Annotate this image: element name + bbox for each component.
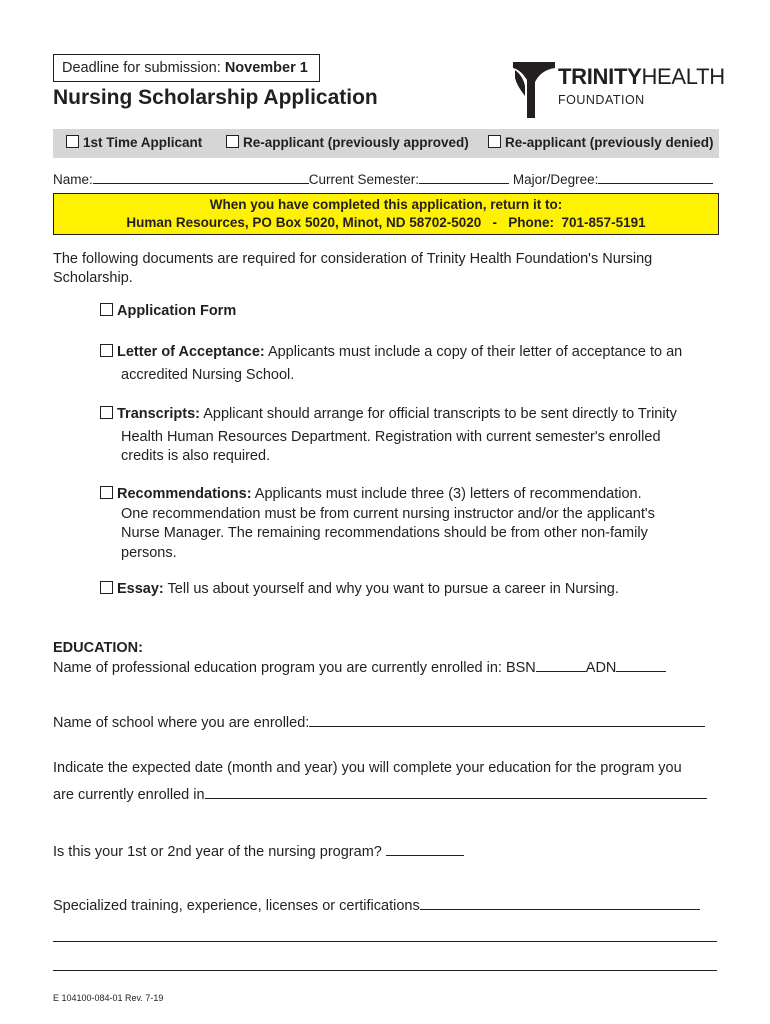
training-field-line-3[interactable] <box>53 970 717 971</box>
return-instructions-box <box>53 193 719 235</box>
page-title: Nursing Scholarship Application <box>53 86 378 109</box>
semester-label: Current Semester: <box>308 172 420 187</box>
doc-item-letter-of-acceptance: Letter of Acceptance: Applicants must include a copy of their letter of acceptance to an accredited Nursing School. <box>100 341 720 387</box>
applicant-type-reapplicant-approved[interactable]: Re-applicant (previously approved) <box>226 135 469 150</box>
logo-name-bold: TRINITY <box>558 64 642 89</box>
education-heading: EDUCATION: <box>53 640 143 656</box>
bsn-field[interactable] <box>536 659 586 672</box>
intro-text: The following documents are required for consideration of Trinity Health Foundation's Nursing Scholarship. <box>53 251 653 286</box>
return-line-2: Human Resources, PO Box 5020, Minot, ND 58702-5020 - Phone: 701-857-5191 <box>126 215 646 230</box>
deadline-box <box>53 54 320 82</box>
logo-name <box>558 64 725 90</box>
major-field[interactable] <box>598 171 713 184</box>
training-field[interactable] <box>420 897 700 910</box>
applicant-type-reapplicant-denied[interactable]: Re-applicant (previously denied) <box>488 135 714 150</box>
checkbox[interactable] <box>100 581 113 594</box>
checkbox[interactable] <box>100 344 113 357</box>
doc-item-transcripts: Transcripts: Applicant should arrange for official transcripts to be sent directly to Trinity Health Human Resources Department. Registration with current semester's enrolled credits is also required. <box>100 405 720 467</box>
checkbox[interactable] <box>100 486 113 499</box>
completion-date-question-line2: are currently enrolled in <box>53 786 707 803</box>
program-year-question: Is this your 1st or 2nd year of the nursing program? <box>53 843 464 860</box>
school-question: Name of school where you are enrolled: <box>53 714 705 731</box>
form-number: E 104100-084-01 Rev. 7-19 <box>53 993 164 1003</box>
checkbox[interactable] <box>100 303 113 316</box>
return-line-1: When you have completed this application, return it to: <box>209 197 563 212</box>
completion-date-field[interactable] <box>205 786 707 799</box>
doc-item-essay: Essay: Tell us about yourself and why you want to pursue a career in Nursing. <box>100 580 720 600</box>
logo-name-regular: HEALTH <box>641 64 725 89</box>
doc-item-recommendations: Recommendations: Applicants must include three (3) letters of recommendation. One recommendation must be from current nursing instructor and/or the applicant's Nurse Manager. The remaining recommendations should be from other non-family persons. <box>100 485 720 563</box>
school-field[interactable] <box>309 714 705 727</box>
semester-field[interactable] <box>419 171 509 184</box>
training-field-line-2[interactable] <box>53 941 717 942</box>
trinity-health-logo-icon <box>511 56 557 120</box>
program-question: Name of professional education program you are currently enrolled in: BSN ADN <box>53 659 666 676</box>
logo-foundation: FOUNDATION <box>558 93 645 107</box>
checkbox[interactable] <box>100 406 113 419</box>
major-label: Major/Degree: <box>512 172 599 187</box>
name-label: Name: <box>53 172 93 187</box>
training-question: Specialized training, experience, licenses or certifications <box>53 897 700 914</box>
deadline-label: Deadline for submission: <box>62 60 221 76</box>
name-field[interactable] <box>93 171 309 184</box>
checkbox[interactable] <box>66 135 79 148</box>
checkbox[interactable] <box>226 135 239 148</box>
applicant-type-first-time[interactable]: 1st Time Applicant <box>66 135 202 150</box>
deadline-value: November 1 <box>224 60 308 76</box>
doc-item-application-form: Application Form <box>100 302 720 322</box>
checkbox[interactable] <box>488 135 501 148</box>
adn-field[interactable] <box>616 659 666 672</box>
completion-date-question-line1: Indicate the expected date (month and year) you will complete your education for the program you <box>53 760 682 776</box>
program-year-field[interactable] <box>386 843 464 856</box>
name-semester-major-row <box>53 171 713 187</box>
